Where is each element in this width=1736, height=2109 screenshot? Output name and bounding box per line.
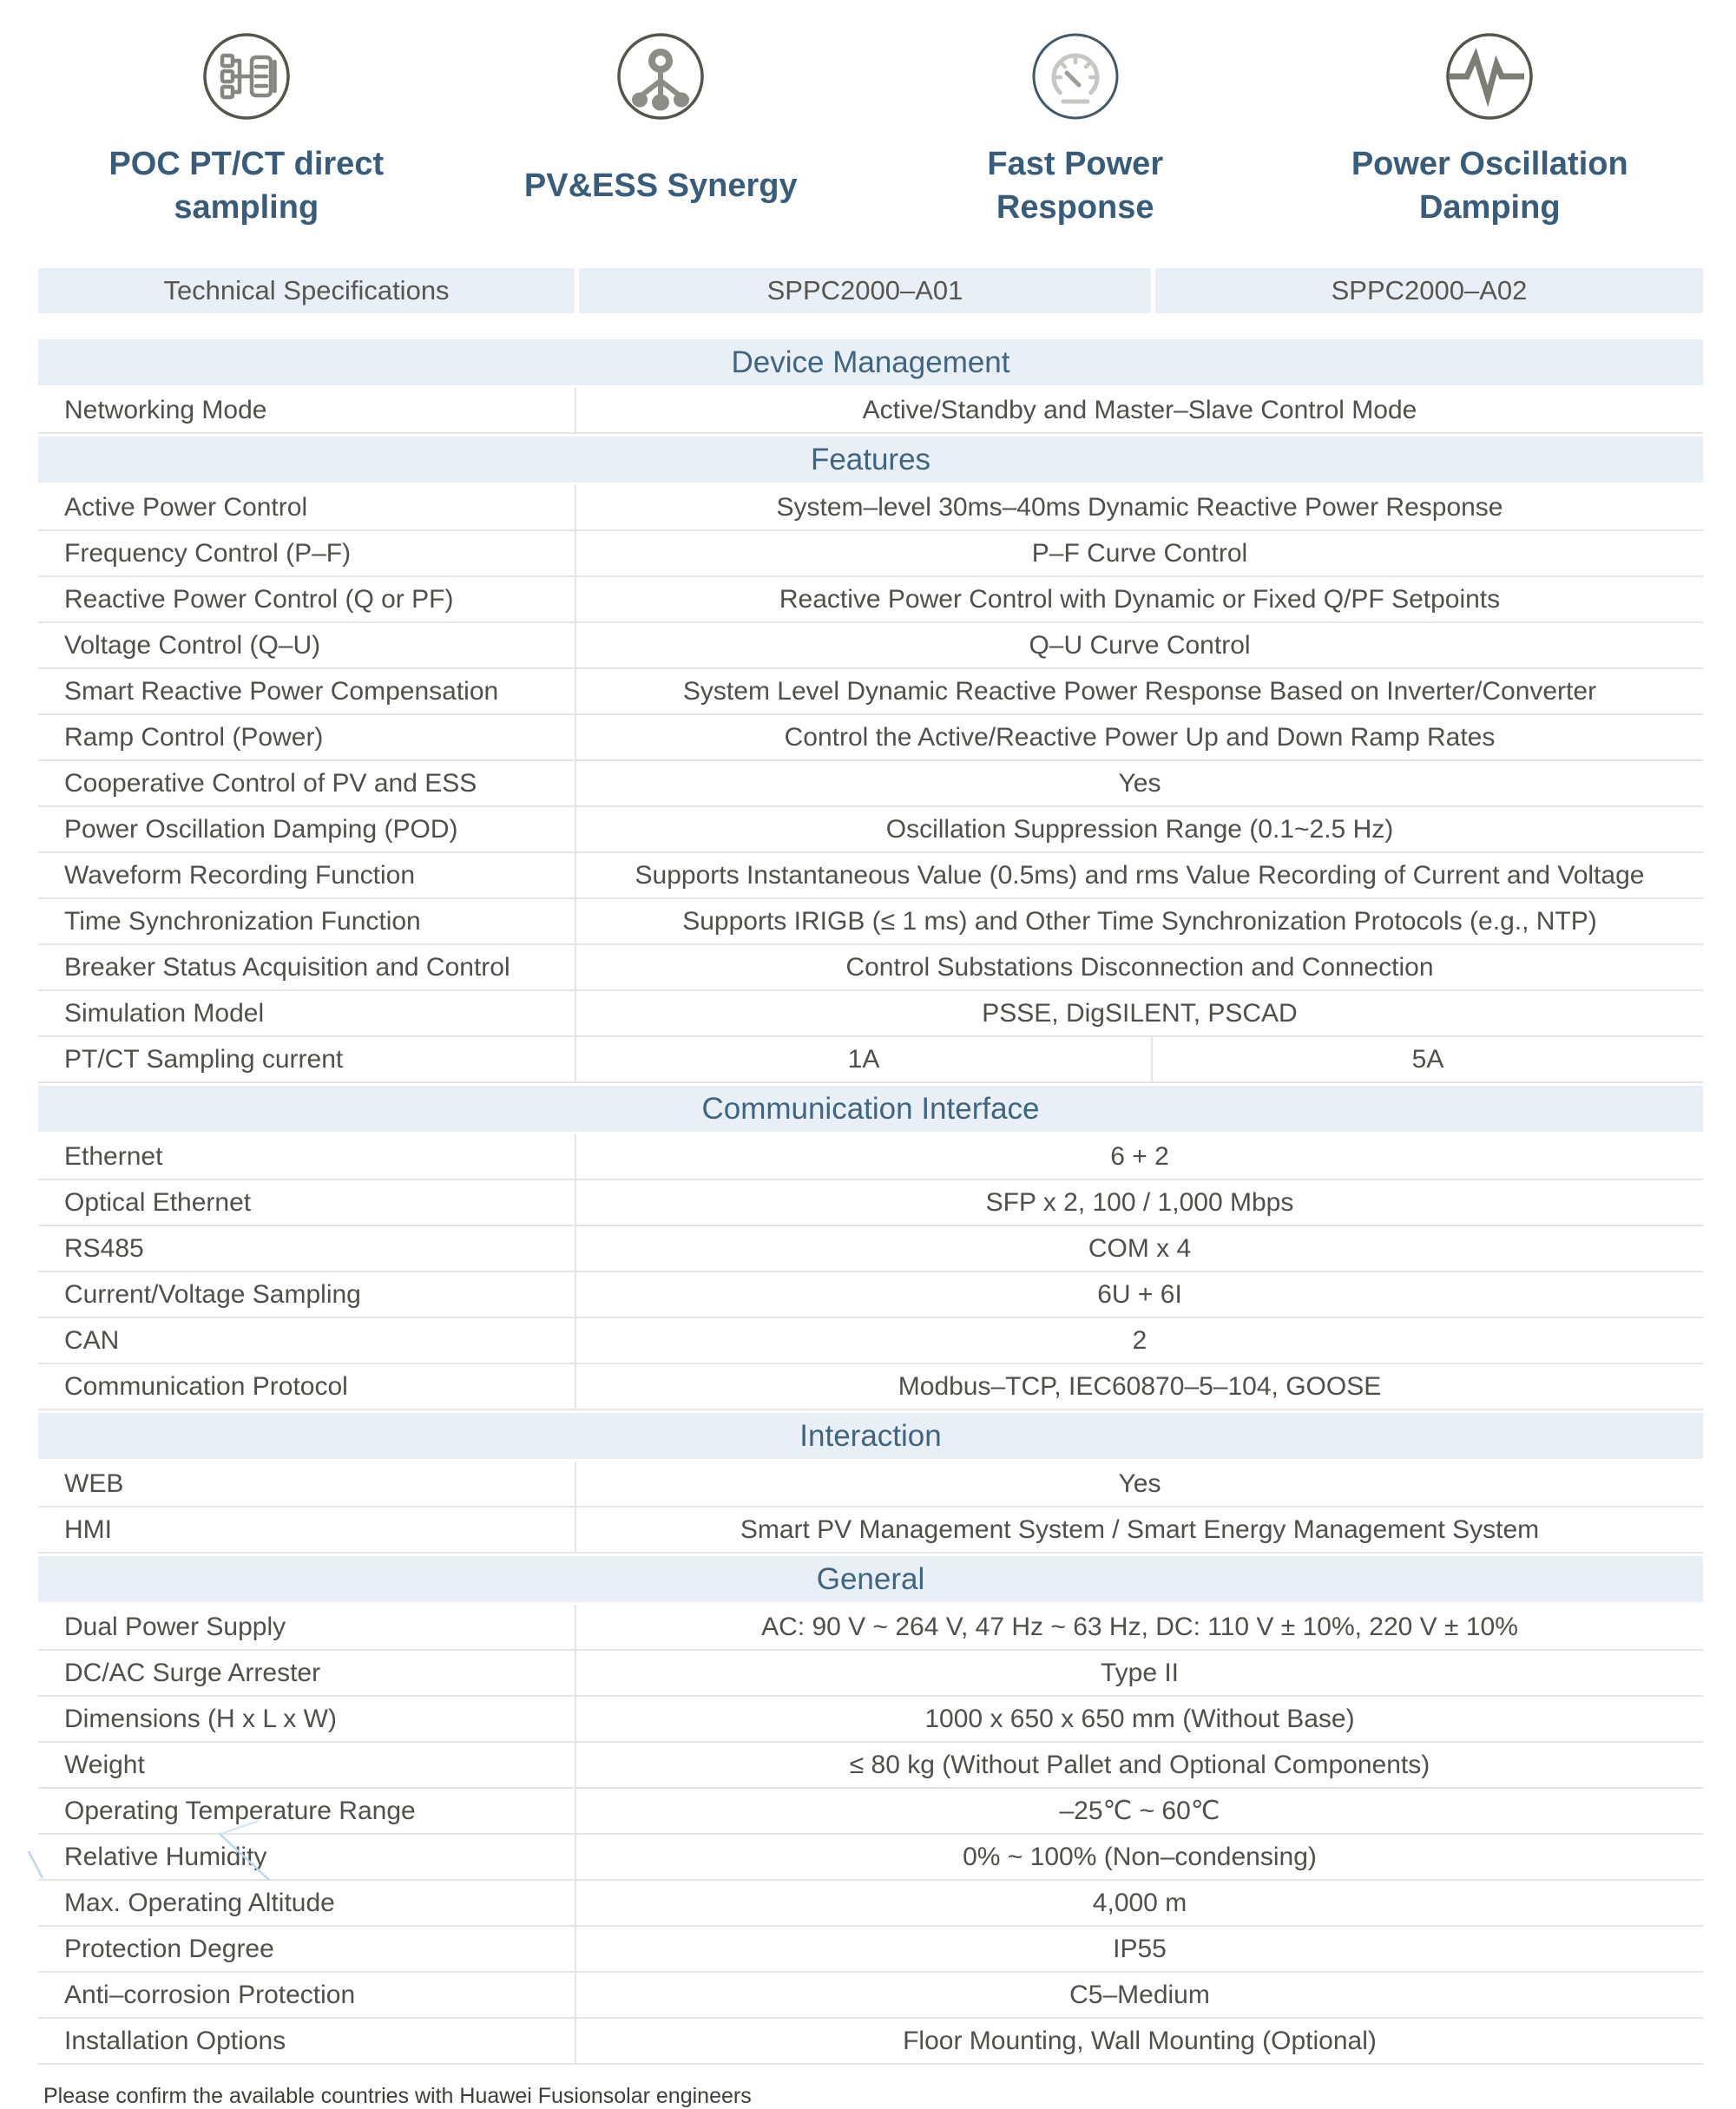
feature-caption-line: sampling <box>174 189 319 226</box>
spec-row <box>38 1651 1703 1697</box>
row-value: Smart PV Management System / Smart Energy Management System <box>575 1508 1703 1552</box>
row-label: Time Synchronization Function <box>64 906 421 936</box>
row-value: Supports IRIGB (≤ 1 ms) and Other Time Synchronization Protocols (e.g., NTP) <box>575 899 1703 943</box>
section-band: General <box>38 1556 1703 1602</box>
row-label: Cooperative Control of PV and ESS <box>64 768 477 798</box>
feature-0 <box>39 31 454 234</box>
row-label: RS485 <box>64 1233 144 1263</box>
feature-icon-wrap <box>1444 31 1535 122</box>
feature-2 <box>868 31 1283 234</box>
row-label: Simulation Model <box>64 998 265 1028</box>
row-label: Smart Reactive Power Compensation <box>64 676 499 706</box>
row-label: Power Oscillation Damping (POD) <box>64 814 458 844</box>
row-value: Control the Active/Reactive Power Up and Down Ramp Rates <box>575 715 1703 759</box>
row-value: COM x 4 <box>575 1226 1703 1271</box>
row-label: Max. Operating Altitude <box>64 1888 335 1917</box>
feature-highlights <box>0 0 1736 234</box>
row-label: Relative Humidity <box>64 1842 267 1871</box>
row-value: Yes <box>575 761 1703 805</box>
row-label: CAN <box>64 1325 120 1355</box>
spec-row <box>38 669 1703 715</box>
row-label: Networking Mode <box>64 395 267 424</box>
row-label: Frequency Control (P–F) <box>64 538 352 568</box>
row-value: 1000 x 650 x 650 mm (Without Base) <box>575 1697 1703 1741</box>
row-value: PSSE, DigSILENT, PSCAD <box>575 991 1703 1035</box>
spec-row <box>38 899 1703 945</box>
spec-row <box>38 853 1703 899</box>
row-label: Reactive Power Control (Q or PF) <box>64 584 454 614</box>
row-value: 4,000 m <box>575 1881 1703 1925</box>
row-label: HMI <box>64 1514 112 1544</box>
row-value: C5–Medium <box>575 1973 1703 2017</box>
spec-row <box>38 1462 1703 1508</box>
row-value: Reactive Power Control with Dynamic or Fixed Q/PF Setpoints <box>575 577 1703 621</box>
row-value: System–level 30ms–40ms Dynamic Reactive Power Response <box>575 485 1703 529</box>
spec-row <box>38 577 1703 623</box>
row-value: IP55 <box>575 1927 1703 1971</box>
section-band: Device Management <box>38 339 1703 385</box>
spec-row <box>38 991 1703 1037</box>
row-label: Protection Degree <box>64 1934 274 1963</box>
spec-row <box>38 1835 1703 1881</box>
row-label: Ethernet <box>64 1141 163 1171</box>
row-value: 6U + 6I <box>575 1272 1703 1317</box>
row-label: Optical Ethernet <box>64 1187 252 1217</box>
table-spacer <box>38 313 1703 337</box>
row-value: Floor Mounting, Wall Mounting (Optional) <box>575 2019 1703 2063</box>
feature-icon-wrap <box>201 31 292 122</box>
row-value-a01: 1A <box>575 1037 1151 1081</box>
spec-row <box>38 1881 1703 1927</box>
row-value: AC: 90 V ~ 264 V, 47 Hz ~ 63 Hz, DC: 110 V ± 10%, 220 V ± 10% <box>575 1605 1703 1649</box>
row-value: 0% ~ 100% (Non–condensing) <box>575 1835 1703 1879</box>
row-label: PT/CT Sampling current <box>64 1044 344 1074</box>
row-value: 6 + 2 <box>575 1134 1703 1179</box>
feature-icon-wrap <box>1030 31 1121 122</box>
feature-1 <box>454 31 869 234</box>
row-value: Active/Standby and Master–Slave Control Mode <box>575 388 1703 432</box>
hierarchy-sampling-icon <box>201 31 292 122</box>
spec-row <box>38 2019 1703 2065</box>
spec-row <box>38 1789 1703 1835</box>
table-header-cell-1: Technical Specifications <box>38 268 575 313</box>
feature-caption <box>108 137 384 234</box>
row-label: Waveform Recording Function <box>64 860 416 890</box>
row-value: Control Substations Disconnection and Connection <box>575 945 1703 989</box>
feature-caption-line: PV&ESS Synergy <box>523 167 798 204</box>
spec-row <box>38 1973 1703 2019</box>
row-value: ≤ 80 kg (Without Pallet and Optional Components) <box>575 1743 1703 1787</box>
row-label: Operating Temperature Range <box>64 1796 416 1825</box>
spec-row <box>38 715 1703 761</box>
row-label: Weight <box>64 1750 145 1779</box>
spec-row <box>38 1318 1703 1364</box>
spec-row <box>38 485 1703 531</box>
feature-caption-line: Damping <box>1418 189 1561 226</box>
spec-row <box>38 807 1703 853</box>
feature-caption-line: Power Oscillation <box>1351 145 1628 182</box>
row-label: Anti–corrosion Protection <box>64 1980 356 2009</box>
spec-table <box>38 268 1703 2065</box>
table-header-cell-2: SPPC2000–A01 <box>575 268 1151 313</box>
footer-note: Please confirm the available countries with Huawei Fusionsolar engineers <box>43 2084 752 2108</box>
section-band: Features <box>38 437 1703 483</box>
spec-row <box>38 1927 1703 1973</box>
spec-row <box>38 1605 1703 1651</box>
pulse-icon <box>1444 31 1535 122</box>
row-value: Yes <box>575 1462 1703 1506</box>
row-value: Modbus–TCP, IEC60870–5–104, GOOSE <box>575 1364 1703 1409</box>
row-value: P–F Curve Control <box>575 531 1703 575</box>
row-label: Voltage Control (Q–U) <box>64 630 321 660</box>
row-label: Dimensions (H x L x W) <box>64 1704 337 1733</box>
row-value: –25℃ ~ 60℃ <box>575 1789 1703 1833</box>
spec-row <box>38 531 1703 577</box>
row-value: Type II <box>575 1651 1703 1695</box>
spec-row <box>38 761 1703 807</box>
spec-row <box>38 388 1703 434</box>
row-value: 2 <box>575 1318 1703 1363</box>
spec-row <box>38 1180 1703 1226</box>
row-label: Communication Protocol <box>64 1371 348 1401</box>
row-value: Q–U Curve Control <box>575 623 1703 667</box>
feature-caption-line: Fast Power <box>987 145 1164 182</box>
feature-caption-line: Response <box>996 189 1154 226</box>
feature-icon-wrap <box>615 31 706 122</box>
table-header-cell-3: SPPC2000–A02 <box>1151 268 1703 313</box>
section-band: Interaction <box>38 1413 1703 1459</box>
row-label: Current/Voltage Sampling <box>64 1279 361 1309</box>
row-label: WEB <box>64 1468 124 1498</box>
spec-row <box>38 1272 1703 1318</box>
row-label: Ramp Control (Power) <box>64 722 324 752</box>
spec-row <box>38 1364 1703 1410</box>
spec-row <box>38 1697 1703 1743</box>
row-value: Oscillation Suppression Range (0.1~2.5 Hz) <box>575 807 1703 851</box>
spec-row <box>38 1743 1703 1789</box>
row-label: DC/AC Surge Arrester <box>64 1658 321 1687</box>
feature-3 <box>1283 31 1698 234</box>
spec-row <box>38 1037 1703 1083</box>
table-header-row <box>38 268 1703 313</box>
spec-row <box>38 1508 1703 1554</box>
section-band: Communication Interface <box>38 1086 1703 1132</box>
row-label: Installation Options <box>64 2026 286 2055</box>
row-label: Dual Power Supply <box>64 1612 286 1641</box>
row-label: Breaker Status Acquisition and Control <box>64 952 510 982</box>
spec-row <box>38 623 1703 669</box>
feature-caption <box>524 137 798 234</box>
row-value-a02: 5A <box>1151 1037 1703 1081</box>
gauge-icon <box>1030 31 1121 122</box>
network-synergy-icon <box>615 31 706 122</box>
spec-row <box>38 1134 1703 1180</box>
row-value: Supports Instantaneous Value (0.5ms) and rms Value Recording of Current and Voltage <box>575 853 1703 897</box>
spec-row <box>38 1226 1703 1272</box>
feature-caption-line: POC PT/CT direct <box>108 145 385 182</box>
feature-caption <box>1351 137 1628 234</box>
feature-caption <box>987 137 1163 234</box>
spec-row <box>38 945 1703 991</box>
row-value: System Level Dynamic Reactive Power Response Based on Inverter/Converter <box>575 669 1703 713</box>
row-value: SFP x 2, 100 / 1,000 Mbps <box>575 1180 1703 1225</box>
row-label: Active Power Control <box>64 492 308 522</box>
